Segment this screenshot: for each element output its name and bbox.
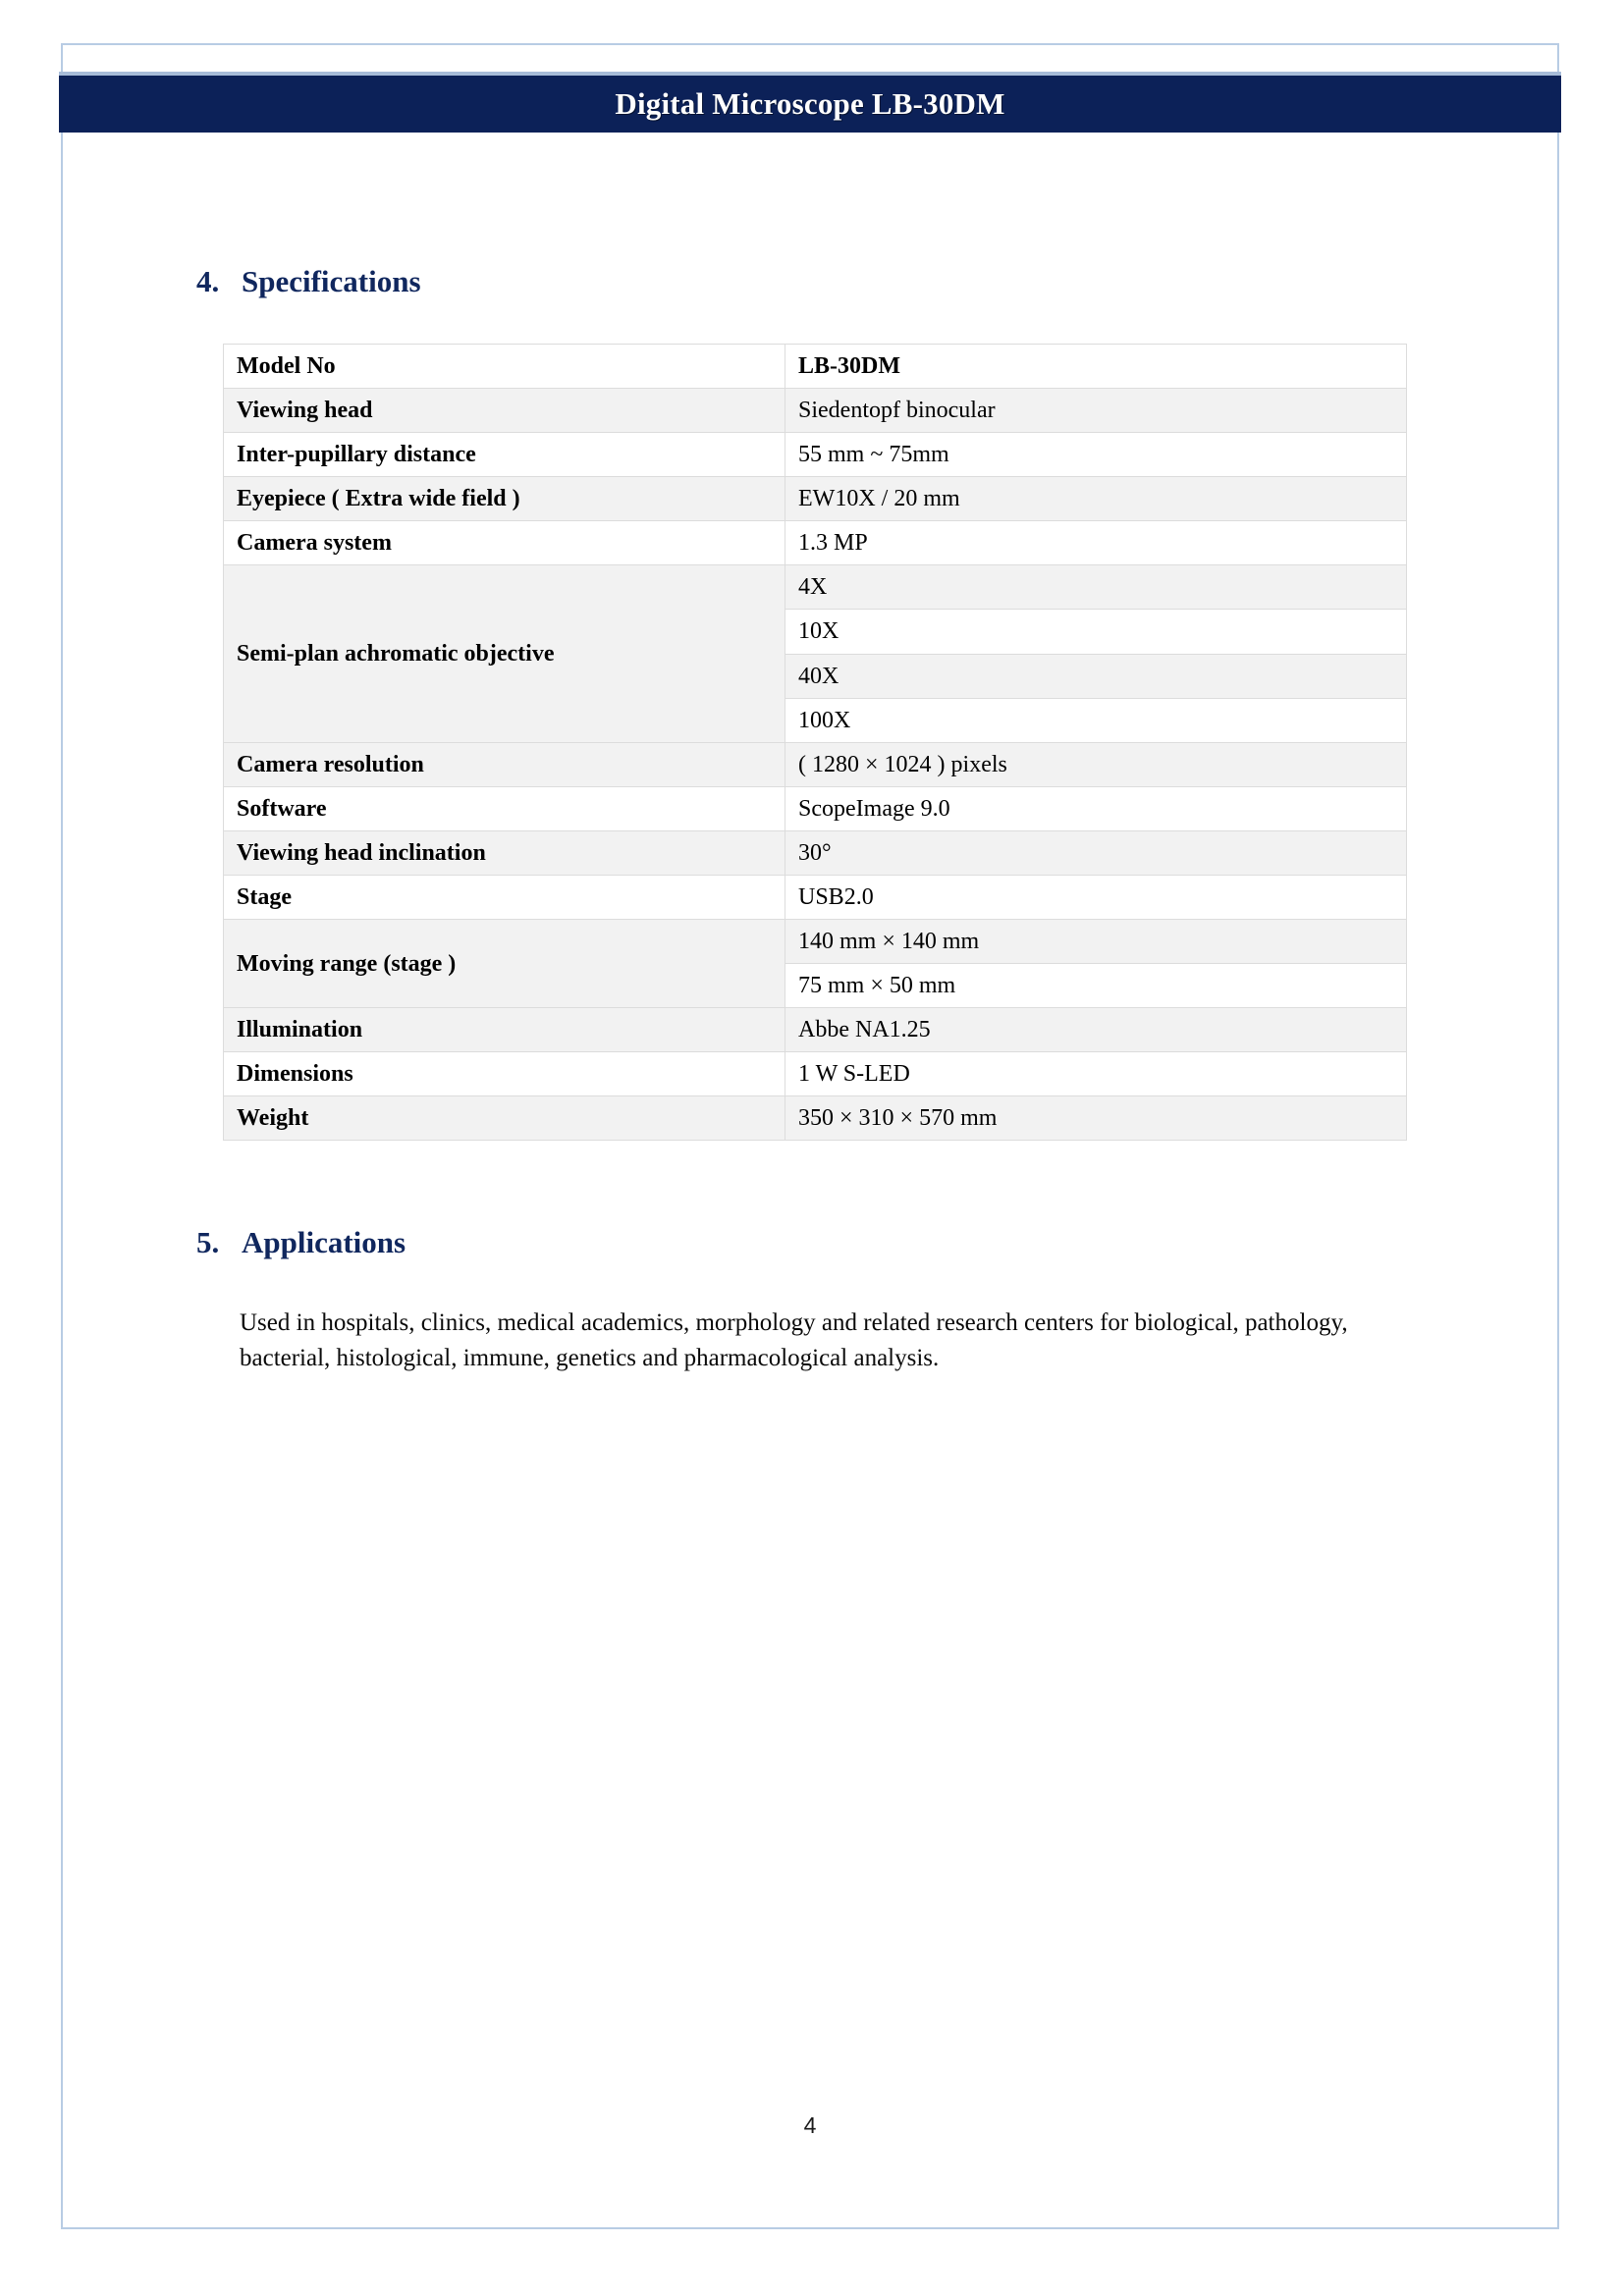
- spec-label: Viewing head: [224, 389, 785, 433]
- spec-value: ScopeImage 9.0: [785, 786, 1407, 830]
- applications-paragraph: Used in hospitals, clinics, medical academics, morphology and related research centers for biological, pathology, bacterial, histological, immune, genetics and pharmacological analysis.: [240, 1309, 1348, 1371]
- spec-value: Siedentopf binocular: [785, 389, 1407, 433]
- table-row: [224, 1096, 1407, 1141]
- specifications-table-wrapper: [223, 344, 1406, 1141]
- spec-label: Dimensions: [224, 1052, 785, 1096]
- spec-value: 1 W S-LED: [785, 1052, 1407, 1096]
- table-row: [224, 565, 1407, 610]
- page-number: 4: [803, 2112, 817, 2138]
- section-title: Applications: [242, 1225, 406, 1260]
- table-row: [224, 1008, 1407, 1052]
- table-row: [224, 742, 1407, 786]
- table-row: [224, 477, 1407, 521]
- spec-value: 10X: [785, 610, 1407, 654]
- page-canvas: [61, 43, 1559, 2229]
- section-number: 5.: [196, 1225, 220, 1260]
- spec-label: Illumination: [224, 1008, 785, 1052]
- document-content: [63, 138, 1557, 1375]
- table-row: [224, 433, 1407, 477]
- table-row: [224, 1052, 1407, 1096]
- spec-value: 350 × 310 × 570 mm: [785, 1096, 1407, 1141]
- spec-value: USB2.0: [785, 875, 1407, 919]
- spec-value: 100X: [785, 698, 1407, 742]
- section-number: 4.: [196, 264, 220, 298]
- spec-label: Eyepiece ( Extra wide field ): [224, 477, 785, 521]
- spec-label: Semi-plan achromatic objective: [224, 565, 785, 742]
- spec-label: Moving range (stage ): [224, 920, 785, 1008]
- spec-value: LB-30DM: [785, 345, 1407, 389]
- spec-label: Weight: [224, 1096, 785, 1141]
- table-row: [224, 830, 1407, 875]
- spec-value: 55 mm ~ 75mm: [785, 433, 1407, 477]
- table-row: [224, 920, 1407, 964]
- spec-label: Software: [224, 786, 785, 830]
- spec-value: 1.3 MP: [785, 521, 1407, 565]
- spec-value: 75 mm × 50 mm: [785, 964, 1407, 1008]
- table-row: [224, 786, 1407, 830]
- specifications-table: [223, 344, 1407, 1141]
- table-row: [224, 345, 1407, 389]
- spec-label: Viewing head inclination: [224, 830, 785, 875]
- spec-value: 40X: [785, 654, 1407, 698]
- document-header-bar: [59, 72, 1561, 133]
- page-title: Digital Microscope LB-30DM: [615, 86, 1005, 121]
- spec-label: Stage: [224, 875, 785, 919]
- spec-value: EW10X / 20 mm: [785, 477, 1407, 521]
- table-row: [224, 389, 1407, 433]
- section-heading-specifications: [196, 264, 1557, 299]
- section-heading-applications: [196, 1225, 1557, 1260]
- spec-label: Model No: [224, 345, 785, 389]
- spec-value: Abbe NA1.25: [785, 1008, 1407, 1052]
- section-title: Specifications: [242, 264, 421, 298]
- table-row: [224, 521, 1407, 565]
- spec-label: Inter-pupillary distance: [224, 433, 785, 477]
- spec-value: 140 mm × 140 mm: [785, 920, 1407, 964]
- table-row: [224, 875, 1407, 919]
- spec-label: Camera system: [224, 521, 785, 565]
- spec-value: 4X: [785, 565, 1407, 610]
- spec-value: ( 1280 × 1024 ) pixels: [785, 742, 1407, 786]
- spec-label: Camera resolution: [224, 742, 785, 786]
- spec-value: 30°: [785, 830, 1407, 875]
